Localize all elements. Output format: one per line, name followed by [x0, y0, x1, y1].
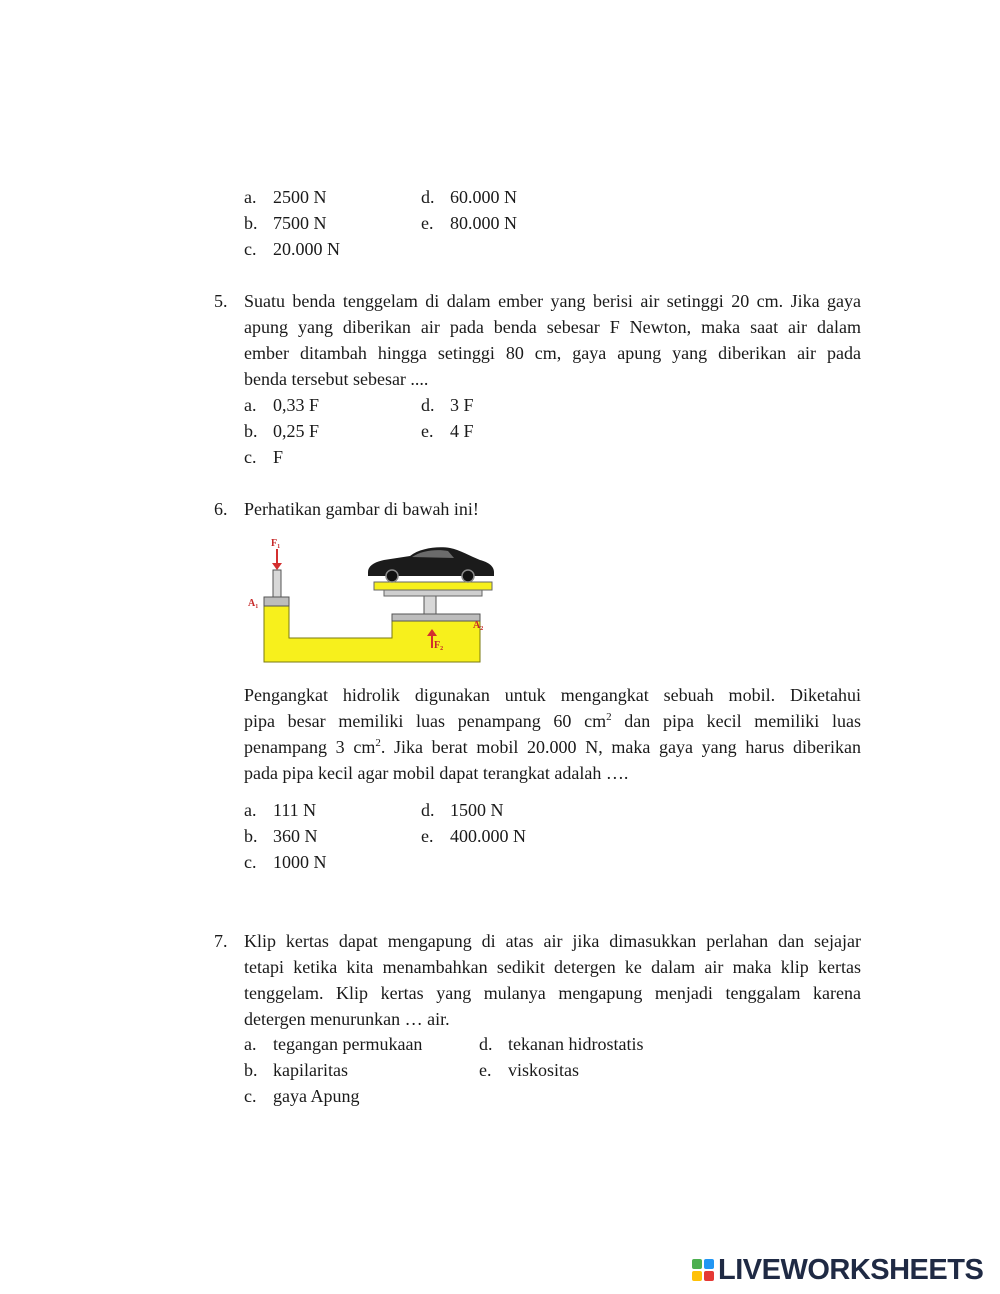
- q5-number: 5.: [214, 291, 228, 311]
- q5-line-4: benda tersebut sebesar ....: [244, 369, 429, 389]
- q6-option-row-2: [244, 823, 864, 849]
- q7-option-b[interactable]: b. kapilaritas: [244, 1060, 348, 1080]
- q6-line-3: penampang 3 $cm^2$. Jika berat mobil 20.000 N, maka gaya yang harus diberikan: [244, 737, 861, 757]
- q5-text: [244, 288, 861, 392]
- q7-text: [244, 928, 861, 1032]
- small-piston-head: [264, 597, 289, 606]
- car-icon: [368, 547, 494, 582]
- a1-label: $A_1$: [248, 598, 259, 610]
- logo-text: LIVEWORKSHEETS: [718, 1253, 984, 1286]
- large-piston-rod: [424, 596, 436, 614]
- f1-label: $F_1$: [271, 538, 281, 550]
- q6-line-4: pada pipa kecil agar mobil dapat terangkat adalah ….: [244, 763, 629, 783]
- q6-option-row-3: [244, 849, 864, 875]
- f2-label: $F_2$: [434, 640, 444, 652]
- q6-number: 6.: [214, 499, 228, 519]
- q4-option-d[interactable]: d. 60.000 N: [421, 187, 517, 207]
- q6-option-row-1: [244, 797, 864, 823]
- q5-option-row-2: [244, 418, 864, 444]
- large-piston-head: [392, 614, 480, 621]
- q5-option-row-3: [244, 444, 864, 470]
- q7-option-c[interactable]: c. gaya Apung: [244, 1086, 360, 1106]
- q7-number: 7.: [214, 931, 228, 951]
- liveworksheets-logo[interactable]: [692, 1254, 983, 1286]
- q4-option-row-3: [244, 236, 864, 262]
- q5-line-3: ember ditambah hingga setinggi 80 cm, gaya apung yang diberikan air pada: [244, 343, 861, 363]
- lift-platform-support: [384, 590, 482, 596]
- q4-option-a[interactable]: a. 2500 N: [244, 187, 327, 207]
- lift-platform: [374, 582, 492, 590]
- logo-tile-1: [692, 1259, 702, 1269]
- f1-arrowhead: [272, 563, 282, 570]
- q5-option-c[interactable]: c. F: [244, 447, 284, 467]
- q7-option-e[interactable]: e. viskositas: [479, 1060, 580, 1080]
- q5-option-a[interactable]: a. 0,33 F: [244, 395, 320, 415]
- logo-tile-4: [704, 1271, 714, 1281]
- q6-option-c[interactable]: c. 1000 N: [244, 852, 327, 872]
- logo-tile-2: [704, 1259, 714, 1269]
- q6-text: [244, 682, 861, 786]
- q4-option-c[interactable]: c. 20.000 N: [244, 239, 340, 259]
- q6-prompt: Perhatikan gambar di bawah ini!: [244, 499, 479, 519]
- logo-tile-3: [692, 1271, 702, 1281]
- q5-line-1: Suatu benda tenggelam di dalam ember yang berisi air setinggi 20 cm. Jika gaya: [244, 291, 861, 311]
- q7-option-row-1: [244, 1031, 864, 1057]
- q5-option-row-1: [244, 392, 864, 418]
- q4-option-row-2: [244, 210, 864, 236]
- q6-option-a[interactable]: a. 111 N: [244, 800, 317, 820]
- q5-option-d[interactable]: d. 3 F: [421, 395, 474, 415]
- hydraulic-lift-figure: [244, 536, 494, 666]
- q7-line-2: tetapi ketika kita menambahkan sedikit detergen ke dalam air maka klip kertas: [244, 957, 861, 977]
- q6-line-2: pipa besar memiliki luas penampang 60 $cm^2$ dan pipa kecil memiliki luas: [244, 711, 861, 731]
- q5-line-2: apung yang diberikan air pada benda sebesar F Newton, maka saat air dalam: [244, 317, 861, 337]
- q4-option-e[interactable]: e. 80.000 N: [421, 213, 517, 233]
- q7-option-row-2: [244, 1057, 864, 1083]
- q6-option-d[interactable]: d. 1500 N: [421, 800, 504, 820]
- logo-grid-icon: [692, 1259, 714, 1281]
- q6-option-e[interactable]: e. 400.000 N: [421, 826, 526, 846]
- q4-option-row-1: [244, 184, 864, 210]
- q5-option-b[interactable]: b. 0,25 F: [244, 421, 320, 441]
- q7-line-1: Klip kertas dapat mengapung di atas air jika dimasukkan perlahan dan sejajar: [244, 931, 861, 951]
- q6-line-1: Pengangkat hidrolik digunakan untuk mengangkat sebuah mobil. Diketahui: [244, 685, 861, 705]
- q7-line-4: detergen menurunkan … air.: [244, 1009, 450, 1029]
- q4-option-b[interactable]: b. 7500 N: [244, 213, 327, 233]
- q7-option-a[interactable]: a. tegangan permukaan: [244, 1034, 423, 1054]
- q6-option-b[interactable]: b. 360 N: [244, 826, 318, 846]
- q5-option-e[interactable]: e. 4 F: [421, 421, 474, 441]
- q7-option-d[interactable]: d. tekanan hidrostatis: [479, 1034, 644, 1054]
- q7-line-3: tenggelam. Klip kertas yang mulanya mengapung menjadi tenggalam karena: [244, 983, 861, 1003]
- a2-label: $A_2$: [473, 620, 484, 632]
- q7-option-row-3: [244, 1083, 864, 1109]
- small-piston-rod: [273, 570, 281, 597]
